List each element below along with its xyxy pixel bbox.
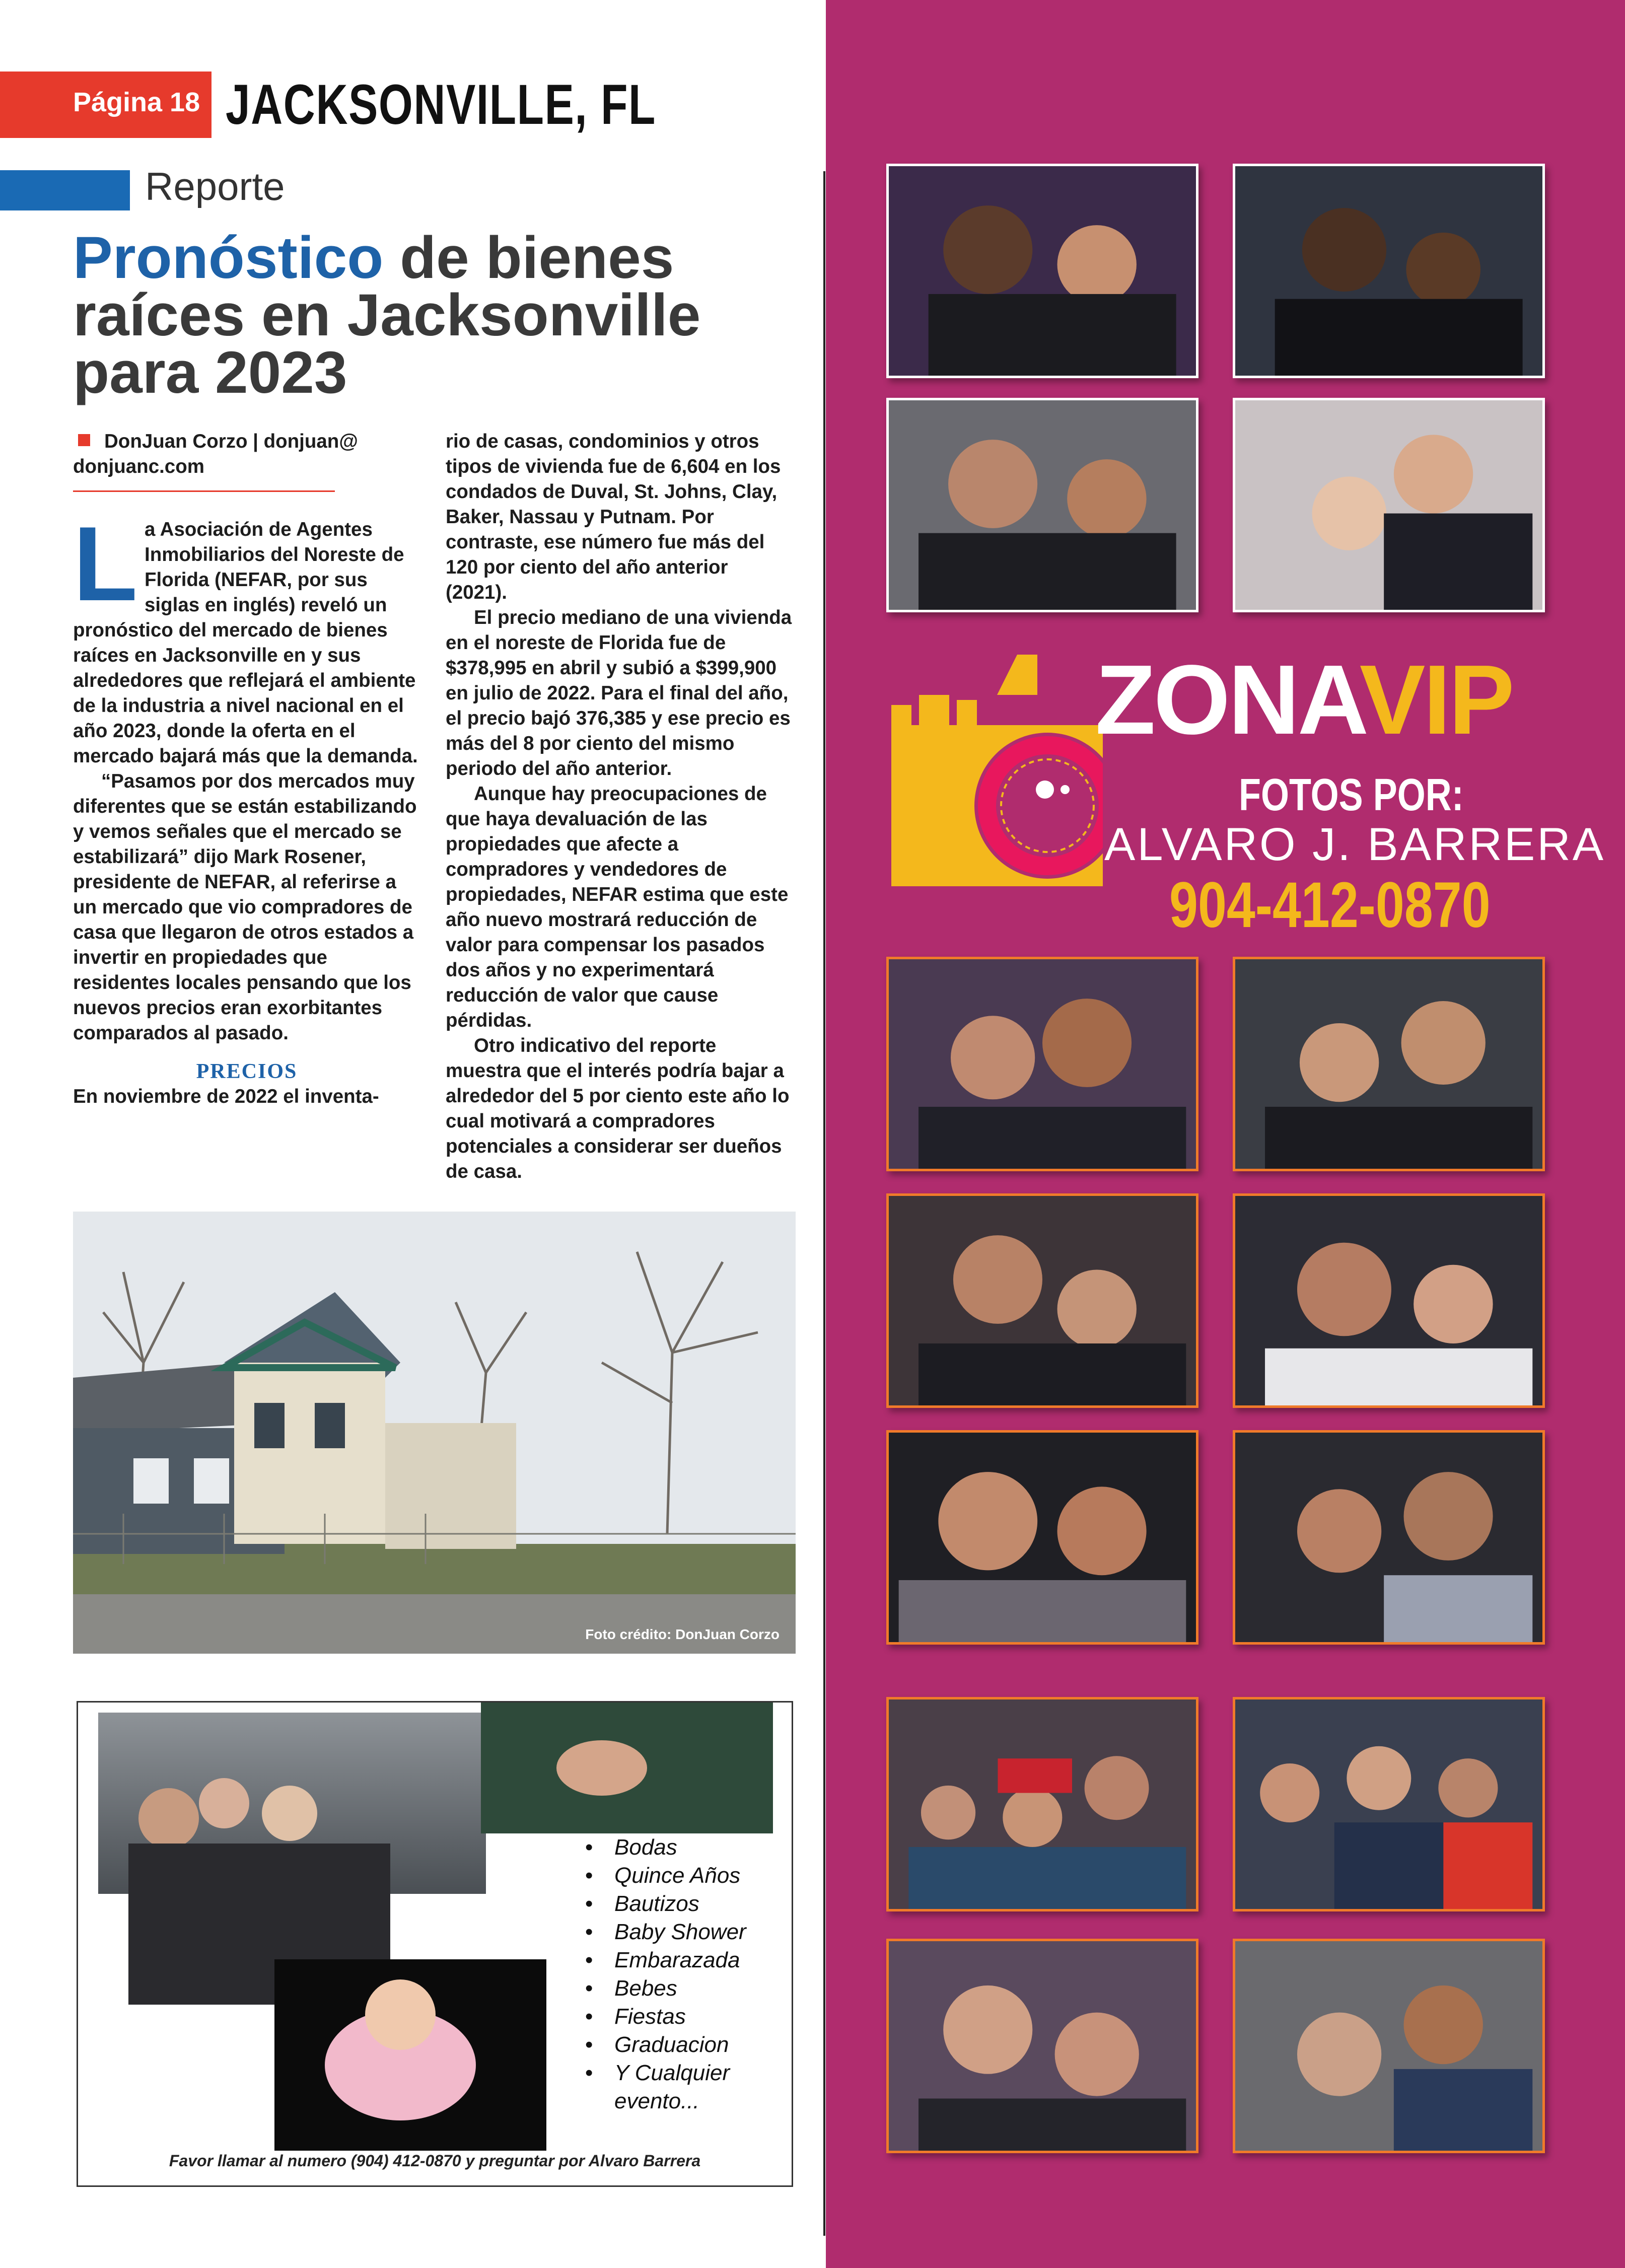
city-heading: JACKSONVILLE, FL <box>226 73 656 136</box>
ad-contact-line: Favor llamar al numero (904) 412-0870 y preguntar por Alvaro Barrera <box>169 2152 701 2170</box>
service-item: • Bodas <box>574 1833 792 1862</box>
paragraph-5: Aunque hay preocupaciones de que haya devaluación de las propiedades que afecte a compradores y vendedores de propiedades, NEFAR estima que este año nuevo mostrará reducción de valor para compensar los pasados dos años y no experimentará reducción de valor que cause pérdidas. <box>446 783 789 1031</box>
event-photo <box>1233 1939 1545 2153</box>
event-photo <box>886 398 1198 612</box>
services-list <box>574 1833 792 2115</box>
service-item: • Graduacion <box>574 2031 792 2059</box>
paragraph-2: “Pasamos por dos mercados muy diferentes que se están estabilizando y vemos señales que el mercado se estabilizará” dijo Mark Rosener, presidente de NEFAR, al referirse a un mercado que vio compradores de casa que llegaron de otros estados a invertir en propiedades que residentes locales pensando que los nuevos precios eran exorbitantes comparados al pasado. <box>73 770 417 1044</box>
house-photo <box>73 1212 796 1654</box>
drop-cap: L <box>73 505 138 623</box>
subheading-precios: PRECIOS <box>196 1060 298 1083</box>
byline-author: DonJuan Corzo | donjuan@ donjuanc.com <box>73 431 358 477</box>
photo-credit: Foto crédito: DonJuan Corzo <box>585 1626 780 1642</box>
service-item: • Y Cualquier evento... <box>574 2059 792 2115</box>
event-photo <box>886 164 1198 378</box>
event-photo <box>1233 164 1545 378</box>
column-divider <box>823 171 825 2236</box>
paragraph-3-start: En noviembre de 2022 el inventa- <box>73 1086 379 1107</box>
service-item: • Baby Shower <box>574 1918 792 1946</box>
event-photo <box>886 957 1198 1171</box>
article-column-2 <box>446 429 793 1184</box>
section-label: Reporte <box>145 164 285 208</box>
headline-rest: de bienes raíces en Jacksonville para 2023 <box>73 225 701 406</box>
page-number-badge <box>0 72 211 138</box>
event-photo <box>886 1193 1198 1408</box>
byline <box>73 429 420 479</box>
byline-divider <box>73 490 335 492</box>
service-item: • Quince Años <box>574 1862 792 1890</box>
photographer-name: ALVARO J. BARRERA <box>1104 819 1606 870</box>
event-photo <box>886 1697 1198 1911</box>
paragraph-4: El precio mediano de una vivienda en el noreste de Florida fue de $378,995 en abril y subió a $399,900 en julio de 2022. Para el final del año, el precio bajó 376,385 y ese precio es más del 8 por ciento del mismo periodo del año anterior. <box>446 607 792 779</box>
paragraph-6: Otro indicativo del reporte muestra que el interés podría bajar a alrededor del 5 por ciento este año lo cual motivará a compradores potenciales a considerar ser dueños de casa. <box>446 1035 790 1182</box>
headline-emphasis: Pronóstico <box>73 225 384 291</box>
event-photo <box>1233 1430 1545 1645</box>
photography-ad <box>77 1701 793 2187</box>
paragraph-1 <box>73 505 420 769</box>
service-item: • Bautizos <box>574 1890 792 1918</box>
service-item: • Bebes <box>574 1974 792 2003</box>
logo-zona: ZONA <box>1095 645 1360 755</box>
event-photo <box>886 1430 1198 1645</box>
byline-marker <box>78 434 90 446</box>
event-photo <box>1233 957 1545 1171</box>
section-color-bar <box>0 170 130 210</box>
article-headline <box>73 225 788 406</box>
service-item: • Fiestas <box>574 2003 792 2031</box>
article-column-1 <box>73 429 420 1109</box>
house-illustration <box>73 1212 796 1654</box>
paragraph-3-end: rio de casas, condominios y otros tipos de vivienda fue de 6,604 en los condados de Duval, St. Johns, Clay, Baker, Nassau y Putnam. Por contraste, ese número fue más del 120 por ciento del año anterior (2021). <box>446 431 781 603</box>
fotos-por-label: FOTOS POR: <box>1239 770 1464 820</box>
logo-vip: VIP <box>1359 645 1513 755</box>
photographer-phone: 904-412-0870 <box>1169 869 1491 941</box>
event-photo <box>1233 1697 1545 1911</box>
event-photo <box>1233 398 1545 612</box>
zona-vip-logo <box>1095 645 1513 755</box>
event-photo <box>886 1939 1198 2153</box>
page-number: Página 18 <box>73 87 200 117</box>
service-item: • Embarazada <box>574 1946 792 1974</box>
event-photo <box>1233 1193 1545 1408</box>
paragraph-1-text: a Asociación de Agentes Inmobiliarios del Noreste de Florida (NEFAR, por sus siglas en inglés) reveló un pronóstico del mercado de bienes raíces en Jacksonville en y sus alrededores que reflejará el ambiente de la industria a nivel nacional en el año 2023, donde la oferta en el mercado bajará más que la demanda. <box>73 519 418 767</box>
camera-icon <box>891 655 1103 886</box>
